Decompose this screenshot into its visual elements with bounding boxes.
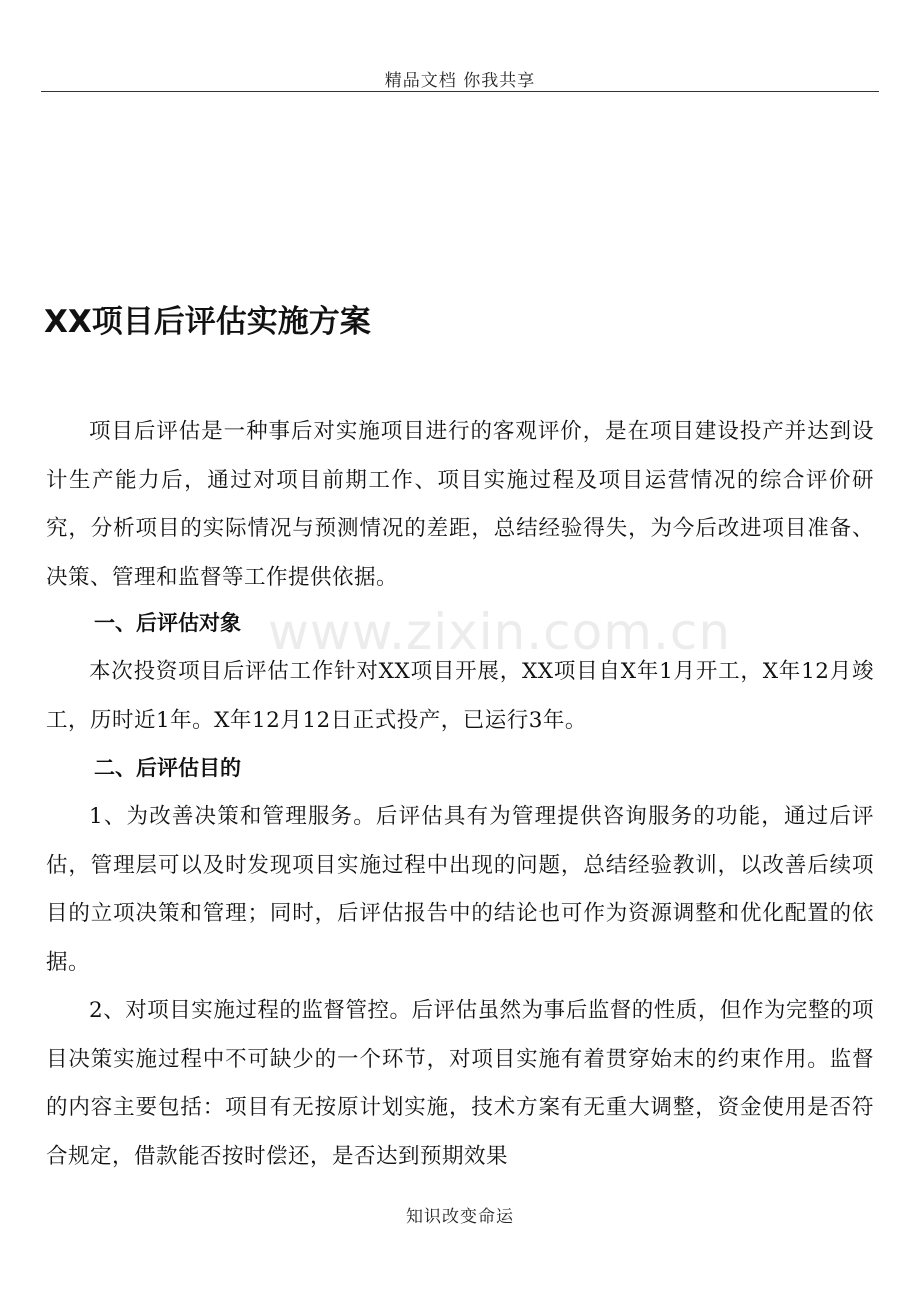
document-title: XX项目后评估实施方案 [44,304,371,340]
page-footer: 知识改变命运 [406,1207,514,1227]
section-heading-purpose: 二、后评估目的 [94,756,241,780]
intro-paragraph: 项目后评估是一种事后对实施项目进行的客观评价，是在项目建设投产并达到设计生产能力后，通过对项目前期工作、项目实施过程及项目运营情况的综合评价研究，分析项目的实际情况与预测情况的差距，总结经验得失，为今后改进项目准备、决策、管理和监督等工作提供依据。 [46,419,874,590]
purpose-item-2: 2、对项目实施过程的监督管控。后评估虽然为事后监督的性质，但作为完整的项目决策实施过程中不可缺少的一个环节，对项目实施有着贯穿始末的约束作用。监督的内容主要包括：项目有无按原计划实施，技术方案有无重大调整，资金使用是否符合规定，借款能否按时偿还，是否达到预期效果 [46,998,874,1169]
section-heading-object: 一、后评估对象 [94,611,241,635]
header-divider [41,91,879,92]
purpose-item-1: 1、为改善决策和管理服务。后评估具有为管理提供咨询服务的功能，通过后评估，管理层可以及时发现项目实施过程中出现的问题，总结经验教训，以改善后续项目的立项决策和管理；同时，后评估报告中的结论也可作为资源调整和优化配置的依据。 [46,804,874,975]
page-header: 精品文档 你我共享 [384,71,536,91]
site-watermark: www.zixin.com.cn [268,603,732,661]
section-object-paragraph: 本次投资项目后评估工作针对XX项目开展，XX项目自X年1月开工，X年12月竣工，历时近1年。X年12月12日正式投产，已运行3年。 [46,659,874,733]
